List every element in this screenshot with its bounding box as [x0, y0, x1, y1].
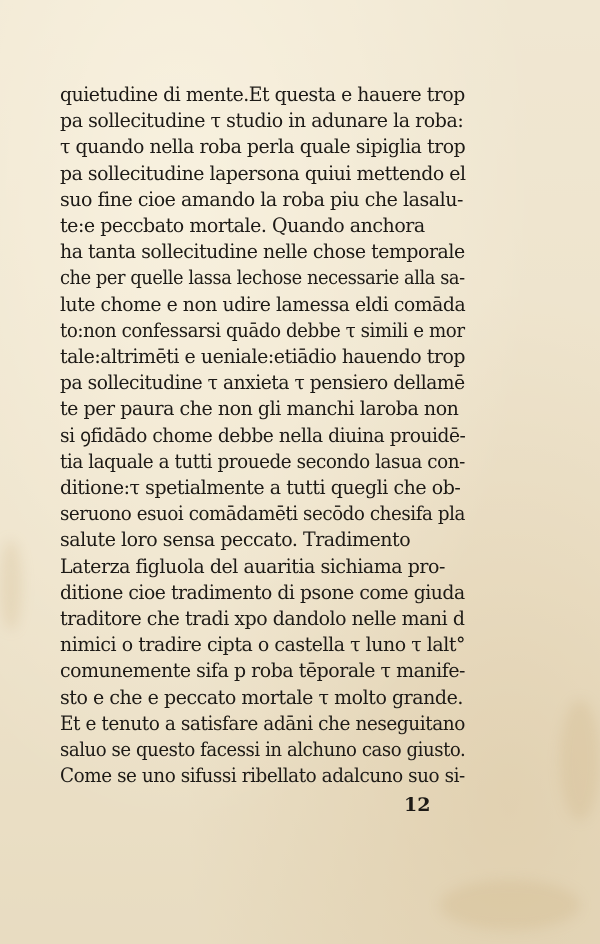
- text-line: Et e tenuto a satisfare adāni che neseguitano: [60, 711, 465, 735]
- paper-stain: [440, 880, 580, 930]
- page-number: 12: [404, 794, 431, 816]
- text-line: ditione cioe tradimento di psone come giuda: [60, 580, 465, 604]
- text-line: ha tanta sollecitudine nelle chose temporale: [60, 240, 465, 264]
- text-line: pa sollecitudine τ studio in adunare la roba:: [60, 109, 464, 133]
- text-line: lute chome e non udire lamessa eldi comāda: [60, 292, 466, 316]
- text-line: quietudine di mente.Et questa e hauere trop: [60, 83, 465, 106]
- text-line: ditione:τ spetialmente a tutti quegli che ob-: [60, 476, 461, 500]
- text-line: sto e che e peccato mortale τ molto grande.: [60, 685, 463, 709]
- text-line: pa sollecitudine τ anxieta τ pensiero dellamē: [60, 371, 465, 395]
- text-line: Come se uno sifussi ribellato adalcuno suo si-: [60, 764, 465, 788]
- text-line: pa sollecitudine lapersona quiui mettendo el: [60, 161, 466, 185]
- text-line: che per quelle lassa lechose necessarie alla sa-: [60, 266, 465, 290]
- text-line: seruono esuoi comādamēti secōdo chesifa pla: [60, 502, 465, 526]
- section-heading-line: salute loro sensa peccato. Tradimento: [60, 528, 411, 552]
- text-line: si ꝯfidādo chome debbe nella diuina prouidē-: [60, 423, 466, 447]
- paper-stain: [560, 700, 600, 820]
- text-line: te:e peccbato mortale. Quando anchora: [60, 214, 425, 238]
- text-line: to:non confessarsi quādo debbe τ simili e mor: [60, 318, 465, 342]
- text-line: suo fine cioe amando la roba piu che lasalu-: [60, 187, 463, 211]
- text-line: comunemente sifa p roba tēporale τ manife-: [60, 659, 466, 683]
- text-line: traditore che tradi xpo dandolo nelle mani d: [60, 607, 465, 631]
- text-line: Laterza figluola del auaritia sichiama pro-: [60, 554, 445, 578]
- text-line: te per paura che non gli manchi laroba non: [60, 397, 459, 421]
- paper-stain: [0, 540, 22, 630]
- text-line: tale:altrimēti e ueniale:etiādio hauendo trop: [60, 345, 466, 369]
- text-line: tia laquale a tutti prouede secondo lasua con-: [60, 449, 465, 473]
- text-line: nimici o tradire cipta o castella τ luno τ lalt°: [60, 633, 465, 657]
- text-line: τ quando nella roba perla quale sipiglia trop: [60, 135, 466, 159]
- text-block: [60, 82, 470, 789]
- text-line: saluo se questo facessi in alchuno caso giusto.: [60, 738, 466, 762]
